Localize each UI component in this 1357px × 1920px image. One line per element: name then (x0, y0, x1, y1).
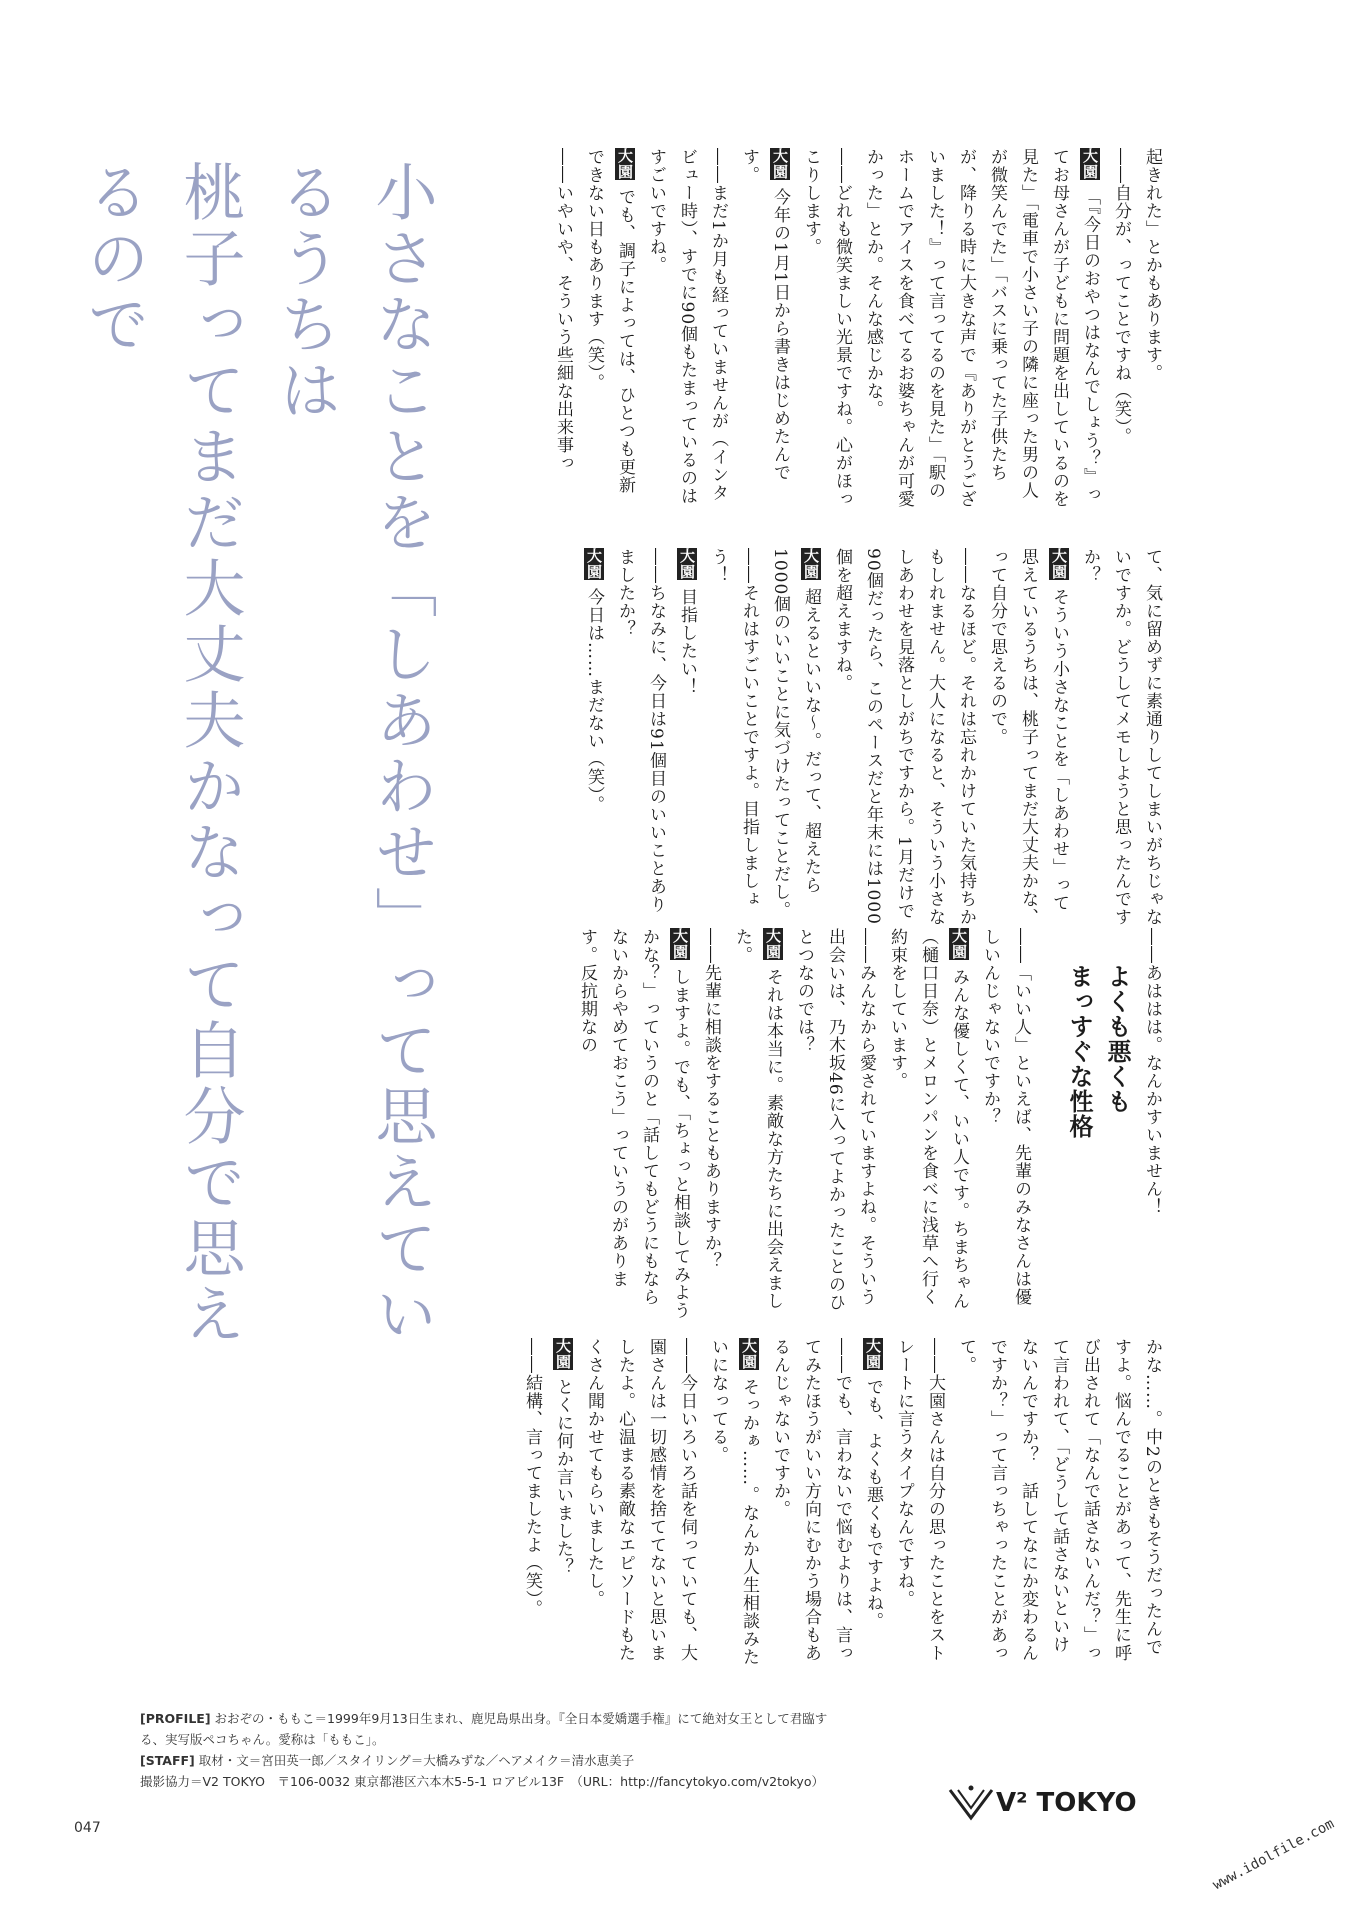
paragraph: ――「いい人」といえば、先輩のみなさんは優しいんじゃないですか？ (980, 928, 1031, 1306)
paragraph: 大園でも、よくも悪くもですよね。 (863, 1338, 883, 1630)
speaker-badge: 大園 (678, 548, 696, 580)
paragraph: ――それはすごいことですよ。目指しましょう！ (708, 548, 759, 908)
speaker-badge: 大園 (740, 1338, 758, 1370)
paragraph: 大園とくに何か言いました？ (553, 1338, 573, 1576)
paragraph: 大園しますよ。でも、「ちょっと相談してみようかな？」っていうのと「話してもどうにもならないからやめておこう」っていうのがあります。反抗期なの (577, 928, 690, 1320)
brand-logo (946, 1784, 1137, 1822)
speaker-badge: 大園 (771, 148, 789, 180)
paragraph: ――ちなみに、今日は91個目のいいことありましたか？ (615, 548, 666, 914)
headline-line-2: 桃子ってまだ大丈夫かなって自分で思えるので (77, 160, 246, 1348)
section-subhead: よくも悪くも まっすぐな性格 (1065, 964, 1131, 1139)
paragraph: ――大園さんは自分の思ったことをストレートに言うタイプなんですね。 (894, 1338, 945, 1662)
paragraph: ――でも、言わないで悩むよりは、言ってみたほうがいい方向にむかう場合もあるんじゃないですか。 (770, 1338, 852, 1662)
paragraph: 大園みんな優しくて、いい人です。ちまちゃん（樋口日奈）とメロンパンを食べに浅草へ行く約束をしています。 (887, 928, 969, 1310)
headline (65, 160, 449, 1380)
speaker-badge: 大園 (950, 928, 968, 960)
speaker-badge: 大園 (864, 1338, 882, 1370)
cooperation: 撮影協力＝V2 TOKYO 〒106-0032 東京都港区六本木5-5-1 ロアビル13F （URL：http://fancytokyo.com/v2tokyo） (140, 1774, 824, 1789)
profile: [PROFILE] おおぞの・ももこ＝1999年9月13日生まれ、鹿児島県出身。『全日本愛嬌選手権』にて絶対女王として君臨する、実写版ペコちゃん。愛称は「ももこ」。 (140, 1711, 828, 1747)
speaker-badge: 大園 (1050, 548, 1068, 580)
staff: [STAFF] 取材・文＝宮田英一郎／スタイリング＝大橋みずな／ヘアメイク＝清水恵美子 (140, 1753, 635, 1768)
paragraph: 大園そっかぁ……。なんか人生相談みたいになってる。 (708, 1338, 759, 1666)
paragraph: 大園今年の1月1日から書きはじめたんです。 (739, 148, 790, 482)
watermark: www.idolfile.com (1210, 1815, 1337, 1894)
paragraph: ――あははは。なんかすいません！ (1142, 928, 1162, 1216)
speaker-badge: 大園 (764, 928, 782, 960)
paragraph: ――まだ1か月も経っていませんが（インタビュー時）、すでに90個もたまっているのはすごいですね。 (646, 148, 728, 506)
paragraph: 大園超えるといいな～。だって、超えたら1000個のいいことに気づけたってことだし。 (770, 548, 821, 920)
text-column-1 (427, 148, 1167, 508)
paragraph: ――今日いろいろ話を伺っていても、大園さんは一切感情を捨ててないと思いましたよ。心温まる素敵なエピソードもたくさん聞かせてもらいましたし。 (584, 1338, 697, 1662)
paragraph: 大園そういう小さなことを「しあわせ」って思えているうちは、桃子ってまだ大丈夫かな、って自分で思えるので。 (987, 548, 1069, 926)
speaker-badge: 大園 (585, 548, 603, 580)
paragraph: ――結構、言ってましたよ（笑）。 (522, 1338, 542, 1618)
brand-name: V² TOKYO (996, 1788, 1137, 1818)
speaker-badge: 大園 (802, 548, 820, 580)
paragraph: 起きれた」とかもあります。 (1142, 148, 1162, 382)
text-column-3 (427, 928, 1167, 1323)
paragraph: ――いやいや、そういう些細な出来事っ (553, 148, 573, 472)
speaker-badge: 大園 (554, 1338, 572, 1370)
page-number: 047 (74, 1820, 101, 1836)
paragraph: 大園「『今日のおやつはなんでしょう？』ってお母さんが子どもに問題を出しているのを見た」「電車で小さい子の隣に座った男の人が微笑んでた」「バスに乗ってた子供たちが、降りる時に大きな声で『ありがとうございました！』って言ってるのを見た」「駅のホームでアイスを食べてるお婆ちゃんが可愛かった」とか。そんな感じかな。 (863, 148, 1100, 508)
paragraph: 大園でも、調子によっては、ひとつも更新できない日もあります（笑）。 (584, 148, 635, 494)
paragraph: かな……。中2のときもそうだったんですよ。悩んでることがあって、先生に呼び出されて「なんで話さないんだ？」って言われて、「どうして話さないといけないんですか？ 話してなにか変わるんですか？」って言っちゃったことがあって。 (956, 1338, 1162, 1662)
paragraph: 大園目指したい！ (677, 548, 697, 696)
speaker-badge: 大園 (671, 928, 689, 960)
paragraph: ――みんなから愛されていますよね。そういう出会いは、乃木坂46に入ってよかったことのひとつなのでは？ (794, 928, 876, 1312)
paragraph: ――どれも微笑ましい光景ですね。心がほっこりします。 (801, 148, 852, 508)
crest-icon (946, 1784, 996, 1822)
credits (140, 1708, 840, 1792)
text-column-2 (427, 548, 1167, 926)
paragraph: ――自分が、ってことですね（笑）。 (1111, 148, 1131, 446)
paragraph: 大園今日は……まだない（笑）。 (584, 548, 604, 814)
headline-line-1: 小さなことを「しあわせ」って思えているうちは (269, 160, 438, 1348)
text-column-4 (427, 1338, 1167, 1668)
paragraph: て、気に留めずに素通りしてしまいがちじゃないですか。どうしてメモしようと思ったんですか？ (1080, 548, 1162, 926)
paragraph: 大園それは本当に。素敵な方たちに出会えました。 (732, 928, 783, 1310)
paragraph: ――先輩に相談をすることもありますか？ (701, 928, 721, 1270)
speaker-badge: 大園 (1081, 148, 1099, 180)
speaker-badge: 大園 (616, 148, 634, 180)
paragraph: ――なるほど。それは忘れかけていた気持ちかもしれません。大人になると、そういう小さなしあわせを見落としがちですから。1月だけで90個だったら、このペースだと年末には1000個を超えますね。 (832, 548, 976, 926)
